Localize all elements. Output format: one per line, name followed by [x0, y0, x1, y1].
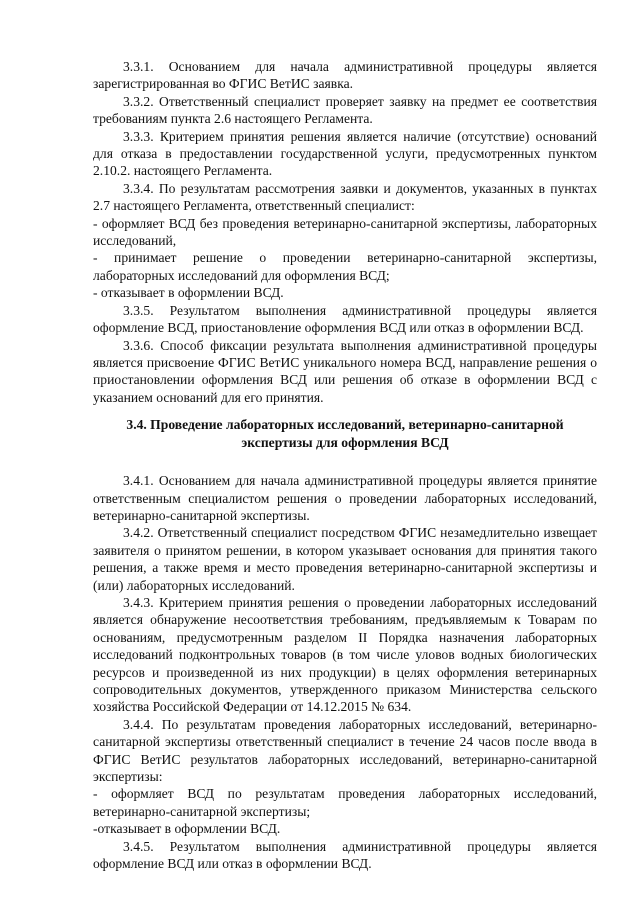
list-item: - оформляет ВСД без проведения ветеринарно-санитарной экспертизы, лабораторных исследований,: [93, 215, 597, 249]
list-item: - оформляет ВСД по результатам проведения лабораторных исследований, ветеринарно-санитарной экспертизы;: [93, 786, 597, 819]
paragraph-3-4-4: 3.4.4. По результатам проведения лабораторных исследований, ветеринарно-санитарной экспертизы ответственный специалист в течение 24 часов после ввода в ФГИС ВетИС результатов лабораторных исследований, ветеринарно-санитарной экспертизы:: [93, 716, 597, 785]
paragraph-3-3-4: 3.3.4. По результатам рассмотрения заявки и документов, указанных в пунктах 2.7 настоящего Регламента, ответственный специалист:: [93, 180, 597, 214]
paragraph-3-4-2: 3.4.2. Ответственный специалист посредством ФГИС незамедлительно извещает заявителя о принятом решении, в котором указывает основания для принятия такого решения, а также время и место проведения ветеринарно-санитарной экспертизы и (или) лабораторных исследований.: [93, 525, 597, 593]
paragraph-3-4-1: 3.4.1. Основанием для начала административной процедуры является принятие ответственным специалистом решения о проведении лабораторных исследований, ветеринарно-санитарной экспертизы.: [93, 473, 597, 523]
list-item: -отказывает в оформлении ВСД.: [93, 821, 281, 837]
heading-line: 3.4. Проведение лабораторных исследований, ветеринарно-санитарной: [126, 417, 564, 433]
paragraph-3-3-5: 3.3.5. Результатом выполнения административной процедуры является оформление ВСД, приостановление оформления ВСД или отказ в оформлении ВСД.: [93, 302, 597, 336]
heading-line: экспертизы для оформления ВСД: [241, 435, 449, 451]
paragraph-3-3-6: 3.3.6. Способ фиксации результата выполнения административной процедуры является присвоение ФГИС ВетИС уникального номера ВСД, направление решения о приостановлении оформления ВСД или решения об отказе в оформлении ВСД с указанием оснований для его принятия.: [93, 337, 597, 405]
paragraph-3-3-3: 3.3.3. Критерием принятия решения является наличие (отсутствие) оснований для отказа в предоставлении государственной услуги, предусмотренных пунктом 2.10.2. настоящего Регламента.: [93, 128, 597, 179]
paragraph-3-3-2: 3.3.2. Ответственный специалист проверяет заявку на предмет ее соответствия требованиям пункта 2.6 настоящего Регламента.: [93, 93, 597, 127]
list-item: - принимает решение о проведении ветеринарно-санитарной экспертизы, лабораторных исследований для оформления ВСД;: [93, 250, 597, 283]
paragraph-3-3-1: 3.3.1. Основанием для начала административной процедуры является зарегистрированная во ФГИС ВетИС заявка.: [93, 59, 597, 92]
section-heading-3-4: [93, 416, 597, 452]
paragraph-3-4-5: 3.4.5. Результатом выполнения административной процедуры является оформление ВСД или отказ в оформлении ВСД.: [93, 838, 597, 872]
paragraph-3-4-3: 3.4.3. Критерием принятия решения о проведении лабораторных исследований является обнаружение несоответствия требованиям, предъявляемым к Товарам по основаниям, предусмотренным разделом II Порядка назначения лабораторных исследований подконтрольных товаров (в том числе уловов водных биологических ресурсов и произведенной из них продукции) в целях оформления ветеринарных сопроводительных документов, утвержденного приказом Министерства сельского хозяйства Российской Федерации от 14.12.2015 № 634.: [93, 594, 597, 715]
list-item: - отказывает в оформлении ВСД.: [93, 285, 284, 301]
